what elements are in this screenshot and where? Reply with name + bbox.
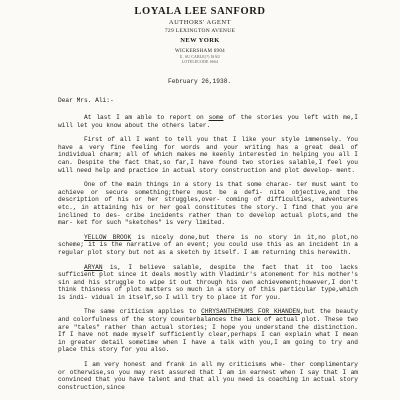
- letterhead-name: LOYALA LEE SANFORD: [134, 6, 266, 17]
- paragraph-5: [58, 264, 358, 302]
- letter-body: [58, 114, 358, 398]
- letterhead-address: 729 LEXINGTON AVENUE: [164, 28, 236, 34]
- paragraph-6-start: The same criticism applies to: [84, 308, 202, 316]
- paragraph-1-end: of the stories you left with me,I will let you know about the others later.: [58, 114, 358, 129]
- letter-date: February 26,1938.: [168, 78, 232, 85]
- story-title-yellow-brook: YELLOW BROOK: [84, 233, 132, 241]
- letterhead-phone: WICKERSHAM 6904: [175, 49, 225, 54]
- paragraph-7: I am very honest and frank in all my criticisms whe- ther complimentary or otherwise,so you may rest assured that I am in earnest when I say that I am convinced that you have talent and that all you need is coaching in actual story construction,since: [58, 361, 358, 391]
- salutation: Dear Mrs. Ali:-: [58, 97, 114, 104]
- paragraph-5-text: is, I believe salable, despite the fact that it too lacks sufficient plot since it deals mostly with Vladimir's atonement for his mother's sin and his struggle to wipe it out through his own achievement;however,I don't think thisness of plot matters so much in a story of this particular type,which is indi- vidual in itself,so I will try to place it for you.: [58, 263, 358, 301]
- underlined-some: some: [208, 114, 224, 121]
- paragraph-3: One of the main things in a story is that some charac- ter must want to achieve or secure something;there must be a defi- nite objective,and the description of his or her struggles,over- coming of difficulties, adventures etc., in attaining his or her goal constitutes the story. I find that you are inclined to des- cribe incidents rather than to develop actual plots,and the mar- ket for such "sketches" is very limited.: [58, 181, 358, 227]
- paragraph-6-end: ,but the beauty and colorfulness of the story counterbalances the lack of actual plot. These two are "tales" rather than actual stories; I hope you understand the distinction. If I have not made myself sufficiently clear,perhaps I can explain what I mean in greater detail sometime when I have a talk with you,I am going to try and place this story for you also.: [58, 308, 358, 354]
- letterhead-title: AUTHORS' AGENT: [168, 19, 232, 26]
- paragraph-6: [58, 308, 358, 354]
- paragraph-4-text: is nicely done,but there is no story in it,no plot,no scheme; it is the narrative of an event; you could use this as an incident in a regular plot story but not as a sketch by itself. I am returning this herewith.: [58, 233, 358, 256]
- letterhead-cable: U. SU CABLE(?) ISAU: [179, 55, 221, 59]
- letterhead-city: NEW YORK: [180, 37, 220, 44]
- paragraph-4: [58, 234, 358, 257]
- letterhead-code: LOTELECODE 6664: [181, 60, 219, 64]
- paragraph-1: [58, 114, 358, 129]
- story-title-chrysanthemums: CHRYSANTHEMUMS FOR KHANDEN: [201, 308, 300, 316]
- story-title-aryan: ARYAN: [84, 263, 103, 271]
- paragraph-1-start: At last I am able to report on: [84, 114, 209, 121]
- paragraph-2: First of all I want to tell you that I like your style immensely. You have a very fine feeling for words and your writing has a great deal of individual charm; all of which makes me keenly interested in helping you all I can. Despite the fact that,so far,I have found two stories salable,I feel you will need help and practice in actual story construction and plot develop- ment.: [58, 136, 358, 174]
